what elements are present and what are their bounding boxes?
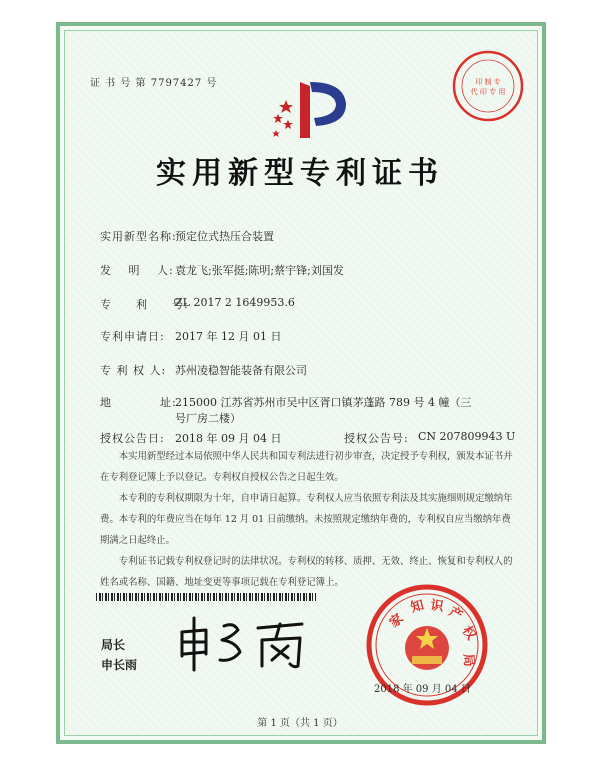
grant-number-label: 授权公告号:	[344, 432, 409, 445]
body-paragraph: 本专利的专利权期限为十年，自申请日起算。专利权人应当依照专利法及其实施细则规定缴纳年费。本专利的年费应当在每年 12 月 01 日前缴纳。未按照规定缴纳年费的，专利权自应当缴纳年费期满之日起终止。	[100, 493, 513, 546]
svg-text:产: 产	[446, 604, 465, 624]
page-title: 实用新型专利证书	[156, 156, 444, 191]
page-number: 第 1 页（共 1 页）	[257, 718, 343, 729]
barcode	[96, 593, 316, 601]
address-value-line1: 215000 江苏省苏州市吴中区胥口镇茅蓬路 789 号 4 幢（三	[175, 396, 472, 409]
svg-text:知: 知	[409, 598, 426, 616]
inventor-value: 袁龙飞;张军挺;陈明;蔡宇锋;刘国发	[175, 264, 344, 277]
address-label: 地 址:	[100, 396, 177, 409]
signatory-title: 局长	[101, 638, 126, 652]
handwritten-signature-icon	[176, 612, 316, 674]
certificate-body	[100, 446, 520, 593]
certificate-number: 证 书 号 第 7797427 号	[90, 78, 218, 89]
small-red-seal-icon	[450, 48, 526, 124]
grant-date-label: 授权公告日:	[100, 432, 165, 445]
grant-date-value: 2018 年 09 月 04 日	[175, 432, 282, 445]
svg-text:局: 局	[460, 653, 477, 668]
seal-date: 2018 年 09 月 04 日	[374, 684, 471, 695]
address-value-line2: 号厂房二楼）	[175, 412, 241, 425]
svg-text:权: 权	[458, 623, 479, 643]
signatory-name: 申长雨	[101, 658, 138, 672]
patent-office-logo-icon	[266, 72, 356, 142]
svg-text:家: 家	[386, 611, 407, 632]
body-paragraph: 本实用新型经过本局依照中华人民共和国专利法进行初步审查，决定授予专利权，颁发本证书并在专利登记簿上予以登记。专利权自授权公告之日起生效。	[100, 451, 513, 483]
svg-text:识: 识	[429, 598, 445, 615]
patent-number-label: 专 利 号:	[100, 298, 189, 311]
patentee-label: 专 利 权 人:	[100, 364, 167, 377]
application-date-label: 专利申请日:	[100, 330, 165, 343]
name-label: 实用新型名称:	[100, 230, 177, 243]
inventor-label: 发 明 人:	[100, 264, 174, 277]
name-value: 预定位式热压合装置	[175, 230, 274, 243]
body-paragraph: 专利证书记载专利权登记时的法律状况。专利权的转移、质押、无效、终止、恢复和专利权人的姓名或名称、国籍、地址变更等事项记载在专利登记簿上。	[100, 556, 513, 588]
svg-text:代 印 专 用: 代 印 专 用	[470, 88, 506, 96]
grant-number-value: CN 207809943 U	[418, 430, 516, 443]
svg-text:印 制 专: 印 制 专	[475, 78, 501, 86]
patentee-value: 苏州凌稳智能装备有限公司	[175, 364, 307, 377]
patent-number-value: ZL 2017 2 1649953.6	[175, 296, 295, 309]
application-date-value: 2017 年 12 月 01 日	[175, 330, 282, 343]
